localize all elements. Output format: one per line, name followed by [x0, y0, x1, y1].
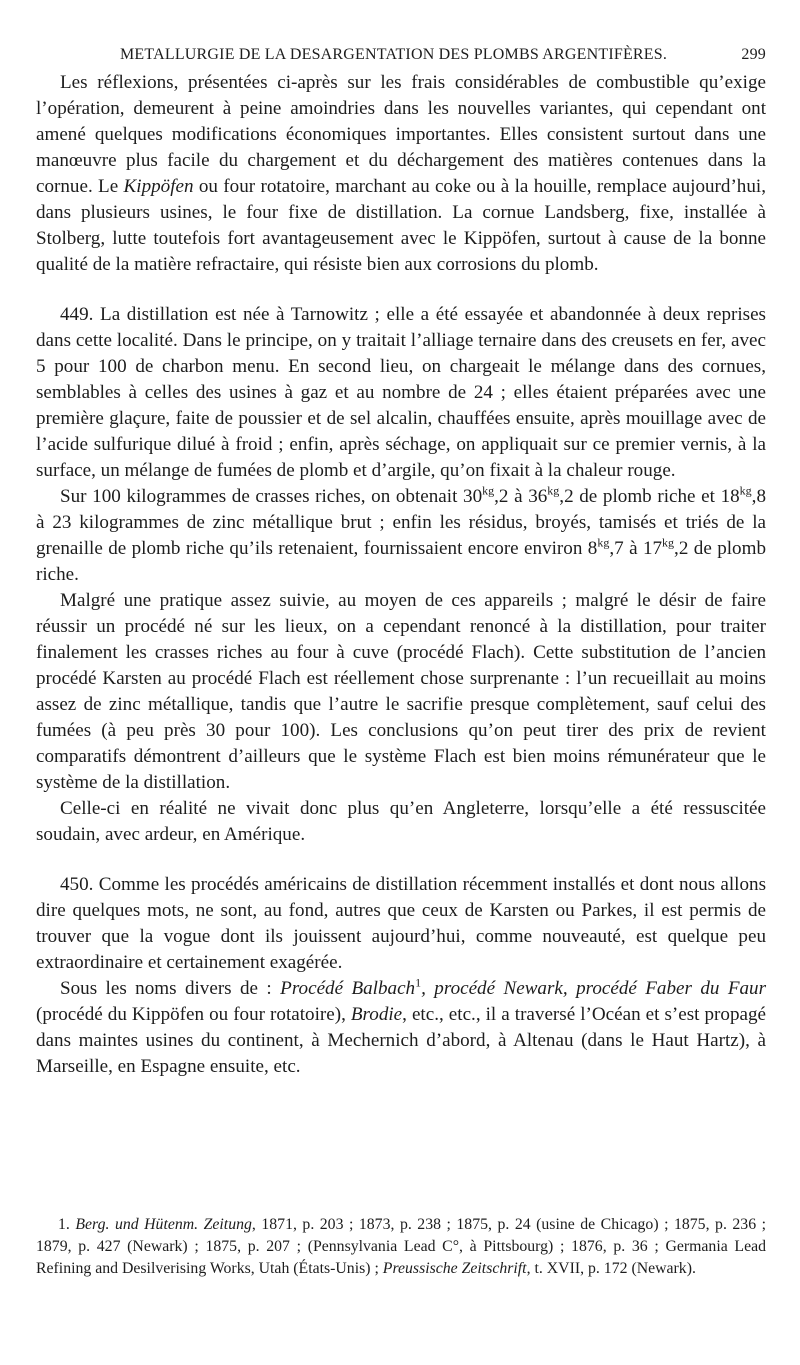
kg-unit: kg	[662, 535, 675, 550]
paragraph-1-rest: ou four rotatoire, marchant au coke ou à la houille, remplace aujourd’hui, dans plusieurs usines, le four fixe de distillation. La cornue Landsberg, fixe, installée à Stolberg, lutte toutefois fort avantageusement avec le Kippöfen, surtout à cause de la bonne qualité de la matière refractaire, qui résiste bien aux corrosions du plomb.	[36, 176, 766, 275]
paragraph-yields	[36, 484, 766, 588]
kippofen-term: Kippöfen	[123, 176, 194, 197]
footnote-journal-2: Preussische Zeitschrift	[382, 1260, 527, 1277]
kg-unit: kg	[597, 535, 610, 550]
yields-text-a: Sur 100 kilogrammes de crasses riches, on obtenait 30	[60, 486, 483, 507]
paragraph-449-text: La distillation est née à Tarnowitz ; elle a été essayée et abandonnée à deux reprises dans cette localité. Dans le principe, on y traitait l’alliage ternaire dans des creusets en fer, avec 5 pour 100 de charbon menu. En second lieu, on chargeait le mélange dans des cornues, semblables à celles des usines à gaz et au nombre de 24 ; elles étaient préparées avec une première glaçure, faite de poussier et de sel alcalin, chauffées ensuite, après mouillage avec de l’acide sulfurique dilué à froid ; enfin, après séchage, on appliquait sur ce premier vernis, à la surface, un mélange de fumées de plomb et d’argile, qu’on fixait à la chaleur rouge.	[36, 304, 766, 481]
comma-separator: ,	[562, 978, 577, 999]
brodie-term: Brodie	[350, 1004, 403, 1025]
yields-text-d: ,8 à 23 kilogrammes de zinc métallique brut ; enfin les résidus, broyés, tamisés et triés de la grenaille de plomb riche qu’ils retenaient, fournissaient encore environ 8	[36, 486, 766, 559]
paragraph-1	[36, 70, 766, 278]
body-text	[36, 70, 766, 1080]
yields-text-b: ,2 à 36	[494, 486, 548, 507]
footnote-text-2: , t. XVII, p. 172 (Newark).	[526, 1260, 696, 1277]
yields-text-f: ,2 de plomb riche.	[36, 538, 766, 585]
paragraph-1-text: Les réflexions, présentées ci-après sur les frais considérables de combustible qu’exige l’opération, demeurent à peine amoindries dans les nouvelles variantes, qui cependant ont amené quelques modifications économiques importantes. Elles consistent surtout dans une manœuvre plus facile du chargement et du déchargement des matières contenues dans la cornue. Le	[36, 72, 766, 197]
running-header	[36, 40, 766, 70]
comma-separator: ,	[421, 978, 435, 999]
kg-unit: kg	[547, 483, 560, 498]
paragraph-flach: Malgré une pratique assez suivie, au moyen de ces appareils ; malgré le désir de faire réussir un procédé né sur les lieux, on a cependant renoncé à la distillation, pour traiter finalement les crasses riches au four à cuve (procédé Flach). Cette substitution de l’ancien procédé Karsten au procédé Flach est réellement chose surprenante : l’un recueillait au moins assez de zinc métallique, tandis que l’autre le sacrifie presque complètement, sauf celui des fumées (à peu près 30 pour 100). Les conclusions qu’on peut tirer des prix de revient comparatifs démontrent d’ailleurs que le système Flach est bien moins rémunérateur que le système de la distillation.	[36, 590, 766, 793]
procedes-text-c: , etc., etc., il a traversé l’Océan et s’est propagé dans maintes usines du continent, à Mechernich d’abord, à Altenau (dans le Haut Hartz), à Marseille, en Espagne ensuite, etc.	[36, 1004, 767, 1077]
footnotes	[36, 1214, 766, 1280]
paragraph-450-text: Comme les procédés américains de distillation récemment installés et dont nous allons dire quelques mots, ne sont, au fond, autres que ceux de Karsten ou Parkes, il est permis de trouver que la vogue dont ils jouissent aujourd’hui, comme nouveauté, est quelque peu extraordinaire et certainement exagérée.	[36, 874, 766, 973]
paragraph-procedes	[36, 976, 766, 1080]
faber-term: procédé Faber du Faur	[576, 978, 767, 999]
procedes-text-a: Sous les noms divers de :	[60, 978, 281, 999]
section-number-449: 449.	[60, 304, 94, 325]
footnote-ref: 1	[415, 975, 422, 990]
page-number: 299	[741, 46, 766, 63]
yields-text-e: ,7 à 17	[609, 538, 663, 559]
footnote-text-1: , 1871, p. 203 ; 1873, p. 238 ; 1875, p. 24 (usine de Chicago) ; 1875, p. 236 ; 1879, p. 427 (Newark) ; 1875, p. 207 ; (Pennsylvania Lead C°, à Pittsbourg) ; 1876, p. 36 ; Germania Lead Refining and Desilverising Works, Utah (États-Unis) ;	[36, 1216, 766, 1277]
running-title: METALLURGIE DE LA DESARGENTATION DES PLOMBS ARGENTIFÈRES.	[120, 46, 668, 63]
newark-term: procédé Newark	[434, 978, 563, 999]
section-number-450: 450.	[60, 874, 94, 895]
footnote-1	[36, 1214, 766, 1280]
footnote-marker: 1.	[58, 1216, 76, 1233]
paragraph-449	[36, 302, 766, 484]
kg-unit: kg	[739, 483, 752, 498]
kg-unit: kg	[482, 483, 495, 498]
balbach-term: Procédé Balbach	[280, 978, 416, 999]
yields-text-c: ,2 de plomb riche et 18	[559, 486, 740, 507]
procedes-text-b: (procédé du Kippöfen ou four rotatoire),	[36, 1004, 351, 1025]
paragraph-america: Celle-ci en réalité ne vivait donc plus qu’en Angleterre, lorsqu’elle a été ressuscitée soudain, avec ardeur, en Amérique.	[36, 798, 766, 845]
footnote-journal: Berg. und Hütenm. Zeitung	[75, 1216, 252, 1233]
paragraph-450	[36, 872, 766, 976]
